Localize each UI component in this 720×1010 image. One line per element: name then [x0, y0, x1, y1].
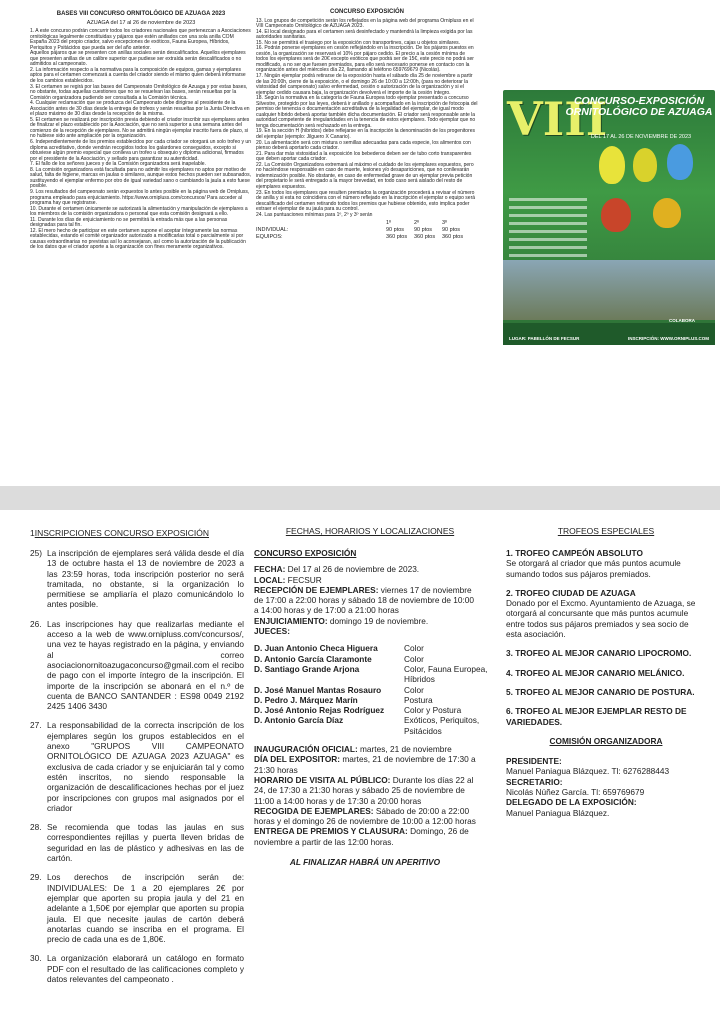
points-cell: 360 ptos: [414, 234, 436, 241]
trophy-title: 2. TROFEO CIUDAD DE AZUAGA: [506, 587, 636, 598]
enjuiciamiento-value: domingo 19 de noviembre.: [329, 615, 429, 626]
recogida-label: RECOGIDA DE EJEMPLARES:: [254, 805, 374, 816]
town-photo: [503, 260, 715, 320]
bird-image: [667, 144, 693, 180]
item-text: Los derechos de inscripción serán de: INDIVIDUALES: De 1 a 20 ejemplares 2€ por ejemplar que aporten su propia jaula y del 21 en adelante a 1,50€ por ejemplar que aporten su propia jaula. El que necesite jaulas de cartón deberá anotarlas cuando se inscriba en el programa. El precio de cada una es de 1,80€.: [47, 872, 244, 945]
top-left-column: [30, 12, 252, 482]
enjuiciamiento-label: ENJUICIAMIENTO:: [254, 615, 328, 626]
secretario-label: SECRETARIO:: [506, 776, 563, 787]
trofeos-title: TROFEOS ESPECIALES: [557, 526, 655, 536]
points-cell: 360 ptos: [442, 234, 464, 241]
trophy-item: [506, 588, 706, 639]
inauguracion-label: INAUGURACIÓN OFICIAL:: [254, 744, 358, 755]
inscripciones-title: INSCRIPCIONES CONCURSO EXPOSICIÓN: [34, 528, 210, 538]
bases-title: BASES VIII CONCURSO ORNITOLÓGICO DE AZUAGA 2023: [56, 11, 226, 17]
poster-numeral: VIII: [507, 92, 608, 146]
bases-paragraph: 6. Independientemente de los premios establecidos por cada criador se otorgará un solo trofeo y un diploma acreditativo, donde vendrán recogidos todos los galardones conseguidos, excepto si obtuviese algún premio especial que conlleva un trofeo u obsequio y diploma adicional, firmados por el presidente de la Asociación, y sellado para garantizar su autenticidad.: [30, 139, 251, 162]
visita-label: HORARIO DE VISITA AL PÚBLICO:: [254, 774, 391, 785]
comision-title: COMISIÓN ORGANIZADORA: [549, 735, 663, 746]
trophy-description: Se otorgará al criador que más puntos acumule sumando todos sus pájaros premiados.: [506, 558, 681, 579]
trophy-item: [506, 548, 706, 579]
inscripciones-prefix: 1: [30, 528, 35, 538]
expositor-label: DÍA DEL EXPOSITOR:: [254, 754, 341, 765]
judge-specialty: Exóticos, Periquitos, Psitácidos: [404, 715, 480, 736]
jueces-label: JUECES:: [254, 626, 290, 637]
bases-paragraph: 8. La comisión organizadora está facultada para no admitir los ejemplares no aptos por motivo de salud, falta de higiene, marcas en jaulas o similares, aunque estos hechos pueden ser subsanados, sustituyendo el ejemplar enfermo por otro de igual variedad sano o cambiando la jaula a esto fuese posible.: [30, 166, 251, 190]
presidente-label: PRESIDENTE:: [506, 756, 562, 767]
concurso-paragraph: 13. Los grupos de competición serán los reflejados en la página web del programa Ornipluss en el VIII Campeonato Ornitológico de AZUAGA 2023.: [256, 17, 474, 30]
bases-paragraph: 12. El mero hecho de participar en este certamen supone el aceptar íntegramente las normas establecidas, estando el comité organizador autorizado a modificarlas total o parcialmente si por causas extraordinarias no previstas así lo aconsejaran, así como la autorización de la publicación de los datos que el criador aporte a la organización con fines meramente organizativos.: [30, 227, 246, 251]
judge-row: [254, 643, 476, 653]
judge-name: D. José Antonio Rejas Rodríguez: [254, 705, 385, 716]
points-cell: 90 ptos: [414, 227, 433, 234]
trophy-item: [506, 687, 706, 697]
concurso-subtitle: CONCURSO EXPOSICIÓN: [254, 548, 357, 558]
trophy-title: 1. TROFEO CAMPEÓN ABSOLUTO: [506, 548, 643, 558]
concurso-paragraph: 15. No se permitirá el trasiego por la exposición con transportines, cajas u objetos similares.: [256, 39, 460, 46]
trofeos-heading: [506, 526, 706, 536]
bird-image: [653, 198, 681, 228]
inscripcion-item: [30, 548, 244, 610]
inscripcion-item: [30, 872, 244, 944]
item-number: 30.: [30, 953, 42, 964]
recogida-value: Sábado de 20:00 a 22:00 horas y el domingo 26 de noviembre de 10:00 a 12:00 horas: [254, 805, 476, 827]
concurso-paragraph: 23. En todos los ejemplares que resulten premiados la organización procederá a revisar el número de anilla y si esta no coincidiera con el número reflejado en la inscripción el ejemplar o equipo será descalificado del certamen retirando todos los premios que hubiese obtenido, esto implica poder extraer el ejemplar de su jaula para su control.: [256, 189, 476, 213]
points-cell: INDIVIDUAL:: [256, 227, 289, 234]
item-text: Las inscripciones hay que realizarlas mediante el acceso a la web de www.ornipluss.com/concursos/, una vez te hayas registrado en la página, y enviando al correo asociacionornitoazugaconcurso@gmail.com el recibo de pago con el importe íntegro de la inscripción. El importe de la inscripción se abonará en el n.º de cuenta de BANCO SANTANDER : ES98 0049 2192 2425 1406 3430: [47, 618, 244, 712]
concurso-paragraph: 16. Podrán ponerse ejemplares en cesión reflejándolo en la inscripción. De los pájaros puestos en cesión, la organización se reservará el 10% por pájaro cedido. El precio a la cesión mínima de todos los ejemplares será de 20€ excepto exóticos que podrá ser de 15€, este precio no podrá ser modificado, a no ser que fuesen premiados, para ello será necesario ponerse en contacto con la organización antes del miércoles día 22, llamando al teléfono 659769679 (Nicolás).: [256, 45, 474, 74]
bird-image: [633, 148, 657, 182]
concurso-paragraph: 22. La Comisión Organizadora extremará al máximo el cuidado de los ejemplares expuestos, pero no haciéndose responsable en caso de muerte, lesiones y/o desapariciones, que no conllevarán indemnización posible. No obstante, en caso de enfermedad grave de un ejemplar previa petición del propietario le será entregado a la mayor brevedad, en todo caso será aislado del resto de ejemplares expuestos.: [256, 161, 474, 190]
points-header-cell: [256, 220, 386, 227]
judges-list: [254, 643, 488, 736]
fecha-label: FECHA:: [254, 564, 286, 575]
poster-colabora: COLABORA: [669, 318, 695, 323]
poster-footer-right: INSCRIPCIÓN: WWW.ORNIPLUS.COM: [628, 336, 709, 341]
judge-specialty: Color: [404, 684, 424, 695]
points-cell: EQUIPOS:: [256, 234, 283, 241]
judge-name: D. Pedro J. Márquez Marín: [254, 694, 358, 705]
fechas-heading: [280, 526, 460, 536]
concurso-paragraph: 20. La alimentación será con mixtura o semillas adecuadas para cada especie, los alimentos con pienso deberá aportarlo cada criador.: [256, 139, 471, 152]
points-header-cell: 3º: [442, 220, 448, 227]
expositor-value: martes, 21 de noviembre de 17:30 a 21:30 horas: [254, 754, 476, 775]
trophy-title: 3. TROFEO AL MEJOR CANARIO LIPOCROMO.: [506, 648, 692, 659]
judge-row: [254, 663, 488, 685]
bases-subtitle: AZUAGA del 17 al 26 de noviembre de 2023: [86, 19, 196, 26]
local-value: FECSUR: [287, 574, 322, 585]
points-cell: 360 ptos: [386, 234, 408, 241]
item-text: Se recomienda que todas las jaulas en sus correspondientes rejillas y puerta lleven bridas de seguridad en las de plástico y adhesivas en las de cartón.: [47, 822, 244, 864]
trophy-title: 6. TROFEO AL MEJOR EJEMPLAR RESTO DE VARIEDADES.: [506, 706, 687, 727]
judge-row: [254, 685, 476, 695]
judge-name: D. Antonio García Díaz: [254, 715, 344, 726]
judge-row: [254, 654, 476, 664]
trophy-item: [506, 648, 706, 658]
judge-row: [254, 695, 476, 705]
top-page: [0, 0, 720, 486]
bases-paragraph: 3. El certamen se regirá por las bases del Campeonato Ornitológico de Azuaga y por estas bases, no obstante, todas aquellas cuestiones que no se resuelvan las bases, serán resueltas por la Comisión organizadora pudiendo ser consultada a la Comisión técnica.: [30, 83, 248, 101]
page-divider: [0, 486, 720, 510]
judge-name: D. Juan Antonio Checa Higuera: [254, 643, 378, 654]
bases-paragraph: 5. El certamen se realizará por inscripción previa debiendo el criador inscribir sus ejemplares antes de finalizar el plazo establecido por la Asociación, que no será superior a una semana antes del comienzo de la recepción de ejemplares. No se admitirá ningún ejemplar inscrito fuera de plazo, si no hubiese sido ante ampliación por la organización.: [30, 116, 250, 140]
entrega-label: ENTREGA DE PREMIOS Y CLAUSURA:: [254, 826, 408, 837]
concurso-paragraph: 24. Las puntuaciones mínimas para 1º, 2º y 3º serán: [256, 211, 373, 218]
concurso-title: CONCURSO EXPOSICIÓN: [329, 9, 404, 15]
trophy-item: [506, 706, 706, 727]
trophy-description: Donado por el Excmo. Ayuntamiento de Azuaga, se otorgará al concursante que más puntos acumule entre todos sus pájaros premiados y sea socio de esta asociación.: [506, 598, 696, 640]
points-table: [256, 220, 478, 241]
item-number: 26.: [30, 618, 42, 629]
local-label: LOCAL:: [254, 574, 286, 585]
poster-footer: [503, 323, 715, 345]
poster-title: CONCURSO-EXPOSICIÓN ORNITOLÓGICO DE AZUAGA: [565, 95, 713, 118]
item-number: 25): [30, 548, 42, 558]
recepcion-value: viernes 17 de noviembre de 17:00 a 22:00 horas y sábado 18 de noviembre de 10:00 a 14:00 horas y de 17:00 a 21:00 horas: [254, 584, 475, 616]
secretario-value: Nicolás Núñez García. Tl: 659769679: [506, 787, 645, 798]
inauguracion-value: martes, 21 de noviembre: [360, 744, 452, 755]
concurso-paragraph: 14. El local designado para el certamen será desinfectado y mantendrá la limpieza exigida por las autoridades sanitarias.: [256, 28, 473, 41]
concurso-paragraph: 21. Para dar más vistosidad a la exposición los bebederos deben ser de tubo corto transparentes que deben aportar cada criador.: [256, 150, 472, 163]
points-header-cell: 2º: [414, 220, 420, 227]
judge-row: [254, 715, 480, 736]
bird-image: [599, 146, 625, 184]
aperitivo-note: AL FINALIZAR HABRÁ UN APERITIVO: [289, 857, 441, 868]
poster-dates: DEL 17 AL 26 DE NOVIEMBRE DE 2023: [590, 134, 692, 140]
inscripciones-list: [30, 548, 244, 1008]
inscripciones-heading: [30, 528, 250, 548]
fechas-column: [254, 548, 488, 1008]
fecha-value: Del 17 al 26 de noviembre de 2023.: [287, 564, 420, 575]
bases-paragraph: 1. A este concurso podrán concurrir todos los criadores nacionales que pertenezcan a Asociaciones ornitológicas legalmente constituidas y pájaros que estén anillados con una sola anilla COM España 2023 del propio criador, salvo excepciones de exóticos, Fauna Europea, Híbridos, Periquitos y Psitácidos que pueda ser del año anterior.: [30, 28, 251, 51]
judge-name: D. Santiago Grande Arjona: [254, 663, 360, 674]
item-number: 29.: [30, 872, 42, 883]
bases-paragraph: 11. Durante los días de enjuiciamiento no se permitirá la entrada más que a las personas designadas para tal fin.: [30, 216, 228, 229]
event-poster: [503, 90, 715, 345]
bird-image: [601, 198, 631, 232]
concurso-paragraphs: [256, 19, 478, 219]
inscripcion-item: [30, 720, 244, 813]
inscripcion-item: [30, 619, 244, 712]
bases-paragraph: 7. El fallo de los señores jueces y de la Comisión organizadora será inapelable.: [30, 161, 206, 168]
bases-paragraph: 4. Cualquier reclamación que se produzca del Campeonato debe dirigirse al presidente de la Asociación antes de 30 días desde la entrega de trofeos y serán resueltas por la Junta Directiva en el plazo máximo de 30 días desde la recepción de la misma.: [30, 100, 250, 118]
item-text: La inscripción de ejemplares será válida desde el día 13 de octubre hasta el 13 de noviembre de 2023 a las 23:59 horas, toda inscripción posterior no será tramitada, no obstante, si la organización lo permitiese se ampliaría el plazo comunicándolo lo antes posible.: [47, 548, 244, 610]
presidente-value: Manuel Paniagua Blázquez. Tl: 6276288443: [506, 766, 670, 777]
inscripcion-item: [30, 822, 244, 863]
concurso-paragraph: 17. Ningún ejemplar podrá retirarse de la exposición hasta el sábado día 25 de noviembre a partir de las 20:00h, cierre de la exposición, o el domingo 26 de 10:00 a 12:00h, (para no deteriorar la vistosidad del campeonato) salvo enfermedad, cesión o autorización de la organización y si el ejemplar cedido causara baja, la organización devolverá el importe de la cesión íntegro.: [256, 73, 473, 96]
points-header-cell: 1º: [386, 220, 392, 227]
judge-specialty: Color, Fauna Europea, Híbridos: [404, 663, 488, 685]
item-text: La organización elaborará un catálogo en formato PDF con el resultado de las calificaciones completo y datos relevantes del campeonato .: [47, 953, 244, 984]
trophies-list: [506, 548, 706, 727]
item-number: 28.: [30, 822, 42, 833]
poster-text-lines: [509, 198, 587, 262]
concurso-paragraph: 19. En la sección H (híbridos) debe reflejarse en la inscripción la denominación de los progenitores del ejemplar (ejemplo: Jilguero X Canario).: [256, 128, 476, 141]
delegado-value: Manuel Paniagua Blázquez.: [506, 807, 610, 818]
judge-name: D. José Manuel Mantas Rosauro: [254, 684, 382, 695]
bases-paragraph: 2. La información respecto a la normativa para la composición de equipos, gamas y ejemplares aptos para el certamen comenzará a cuenta del criador siendo el mismo quien deberá informarse de los cambios establecidos.: [30, 66, 246, 85]
points-cell: 90 ptos: [386, 227, 405, 234]
poster-footer-left: LUGAR: PABELLÓN DE FECSUR: [509, 336, 580, 341]
bases-paragraph: 9. Los resultados del campeonato serán expuestos lo antes posible en la página web de Ornipluss, programa empleado para enjuiciamiento. https://www.ornipluss.com/concursos/ Para acceder al programa hay que registrarse.: [30, 188, 250, 207]
judge-name: D. Antonio García Claramonte: [254, 653, 372, 664]
inscripcion-item: [30, 953, 244, 984]
top-middle-column: [256, 10, 478, 480]
trophy-item: [506, 668, 706, 678]
judge-specialty: Color y Postura: [404, 705, 462, 716]
delegado-label: DELEGADO DE LA EXPOSICIÓN:: [506, 797, 637, 808]
trophy-title: 4. TROFEO AL MEJOR CANARIO MELÁNICO.: [506, 667, 685, 678]
judge-specialty: Color: [404, 643, 424, 654]
judge-specialty: Color: [404, 653, 424, 664]
bases-paragraph: Aquellos pájaros que se presenten con anillas sociales serán descalificados. Aquellos ejemplares que presenten anillas de un calibre superior que pudiese ser extraída serán descalificados o no admitidos al campeonato.: [30, 50, 246, 68]
bases-paragraphs: [30, 29, 252, 251]
item-text: La responsabilidad de la correcta inscripción de los ejemplares según los grupos establecidos en el anexo "GRUPOS VIII CAMPEONATO ORNITOLÓGICO DE AZUAGA 2023 AZUAGA" es exclusiva de cada criador y se enjuiciarán tal y como estén inscritos, no siendo responsable la organización de descalificaciones hechas por el juez por inscripciones con grupos mal asignados por el criador: [47, 720, 244, 813]
visita-value: Durante los días 22 al 24, de 17:30 a 21:30 horas y sábado 25 de noviembre de 11:00 a 14:00 horas y de 17:30 a 20:00 horas: [254, 774, 474, 806]
fechas-title: FECHAS, HORARIOS Y LOCALIZACIONES: [285, 526, 455, 536]
bottom-page: [0, 510, 720, 1010]
recepcion-label: RECEPCIÓN DE EJEMPLARES:: [254, 584, 379, 595]
points-cell: 90 ptos: [442, 227, 461, 234]
concurso-paragraph: 18. Según la normativa en la categoría de Fauna Europea todo ejemplar presentado a concurso Silvestre, protegido por las leyes, deberá ir anillado y acompañado en la inscripción de fotocopia del permiso de tenencia o documentación acreditativa de la legalidad del ejemplar, de igual modo cualquier híbrido deberá aportar también dicha documentación. El criador será responsable ante la autoridad competente de irregularidades en la tenencia de estos ejemplares. Todo ejemplar que no tenga documentación será rechazado en la entrega.: [256, 95, 478, 129]
judge-specialty: Postura: [404, 694, 433, 705]
entrega-value: Domingo, 26 de noviembre a partir de las 12:00 horas.: [254, 826, 469, 847]
bases-paragraph: 10. Durante el certamen únicamente se autorizará la alimentación y manipulación de ejemplares a los miembros de la comisión organizadora o personal que esta comisión designará a ello.: [30, 205, 248, 218]
judge-row: [254, 705, 476, 715]
trofeos-column: [506, 548, 706, 1008]
trophy-title: 5. TROFEO AL MEJOR CANARIO DE POSTURA.: [506, 686, 695, 697]
item-number: 27.: [30, 720, 42, 731]
